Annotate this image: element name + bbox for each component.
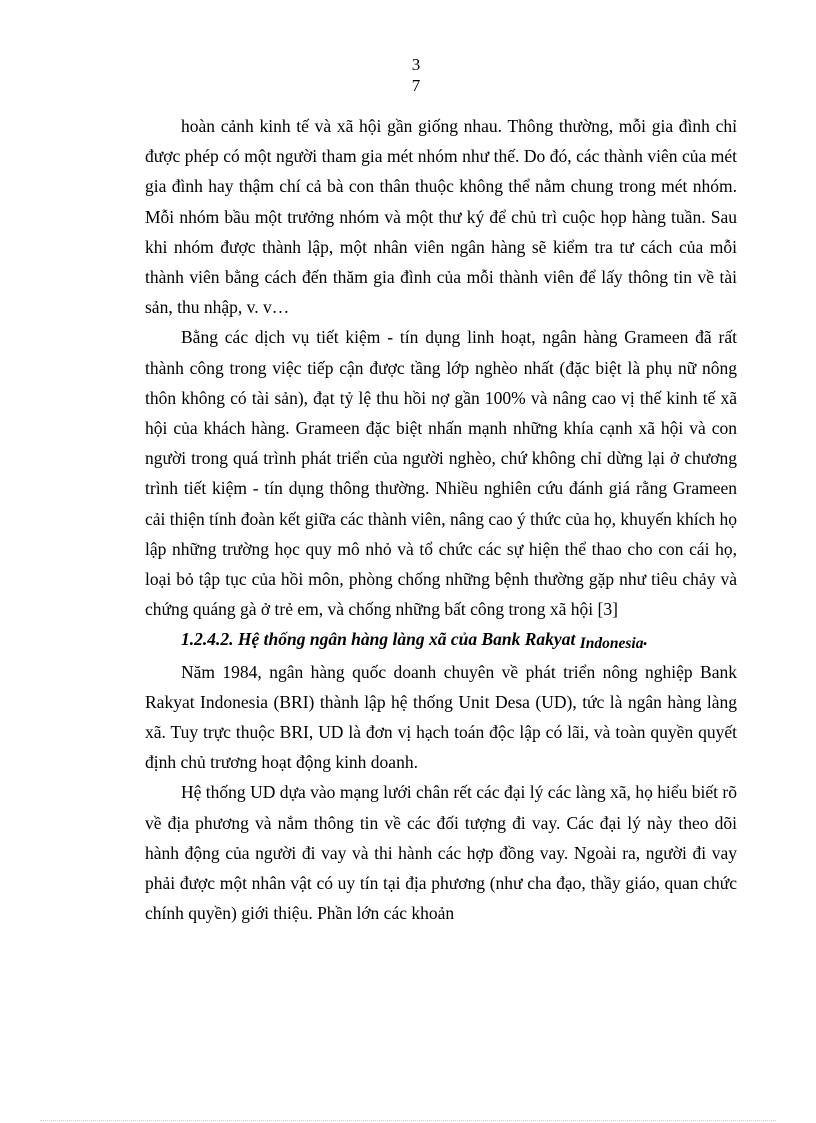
- paragraph-2: Bằng các dịch vụ tiết kiệm - tín dụng linh hoạt, ngân hàng Grameen đã rất thành công trong việc tiếp cận được tầng lớp nghèo nhất (đặc biệt là phụ nữ nông thôn không có tài sản), đạt tỷ lệ thu hồi nợ gần 100% và nâng cao vị thế kinh tế xã hội của khách hàng. Grameen đặc biệt nhấn mạnh những khía cạnh xã hội và con người trong quá trình phát triển của người nghèo, chứ không chỉ dừng lại ở chương trình tiết kiệm - tín dụng thông thường. Nhiều nghiên cứu đánh giá rằng Grameen cải thiện tính đoàn kết giữa các thành viên, nâng cao ý thức của họ, khuyến khích họ lập những trường học quy mô nhỏ và tổ chức các sự hiện thể thao cho con cái họ, loại bỏ tập tục của hồi môn, phòng chống những bệnh thường gặp như tiêu chảy và chứng quáng gà ở trẻ em, và chống những bất công trong xã hội [3]: [145, 327, 737, 620]
- paragraph-4: Hệ thống UD dựa vào mạng lưới chân rết các đại lý các làng xã, họ hiểu biết rõ về địa phương và nắm thông tin về các đối tượng đi vay. Các đại lý này theo dõi hành động của người đi vay và thi hành các hợp đồng vay. Ngoài ra, người đi vay phải được một nhân vật có uy tín tại địa phương (như cha đạo, thầy giáo, quan chức chính quyền) giới thiệu. Phần lớn các khoản: [145, 782, 737, 924]
- section-heading: [145, 624, 737, 656]
- heading-end: .: [643, 629, 648, 650]
- document-body: [145, 111, 737, 928]
- page-number-line-2: 7: [411, 76, 421, 95]
- paragraph-3: Năm 1984, ngân hàng quốc doanh chuyên về phát triển nông nghiệp Bank Rakyat Indonesia (BRI) thành lập hệ thống Unit Desa (UD), tức là ngân hàng làng xã. Tuy trực thuộc BRI, UD là đơn vị hạch toán độc lập có lãi, và toàn quyền quyết định chủ trương hoạt động kinh doanh.: [145, 661, 737, 773]
- page-number-line-1: 3: [411, 55, 421, 74]
- page-bottom-divider: [40, 1120, 776, 1121]
- heading-sub: Indonesia: [579, 635, 644, 653]
- heading-main: 1.2.4.2. Hệ thống ngân hàng làng xã của Bank Rakyat: [181, 629, 580, 650]
- paragraph-1: hoàn cảnh kinh tế và xã hội gần giống nhau. Thông thường, mỗi gia đình chỉ được phép có một người tham gia mét nhóm như thế. Do đó, các thành viên của mét gia đình hay thậm chí cả bà con thân thuộc không thể nằm chung trong mét nhóm. Mỗi nhóm bầu một trưởng nhóm và một thư ký để chủ trì cuộc họp hàng tuần. Sau khi nhóm được thành lập, một nhân viên ngân hàng sẽ kiểm tra tư cách của mỗi thành viên bằng cách đến thăm gia đình của mỗi thành viên để lấy thông tin về tài sản, thu nhập, v. v…: [145, 116, 737, 318]
